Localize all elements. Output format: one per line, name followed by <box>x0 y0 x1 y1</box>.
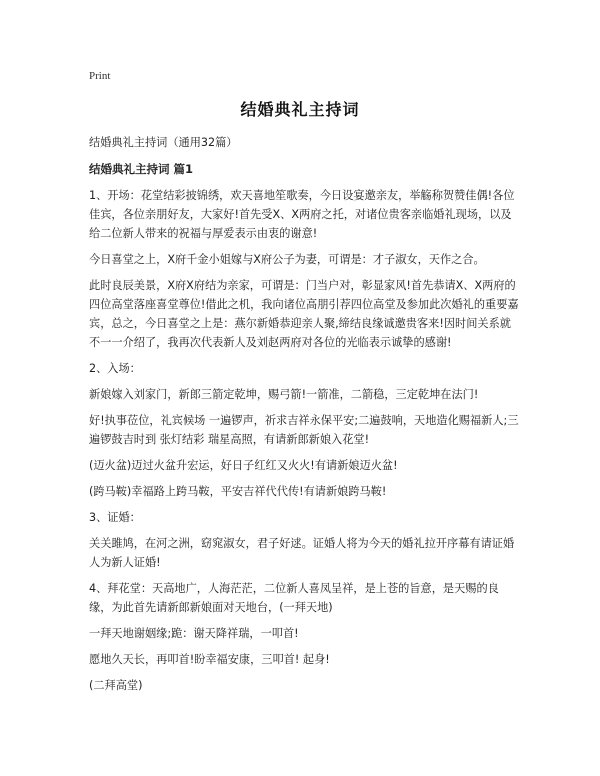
paragraph: 一拜天地谢姻缘;跪：谢天降祥瑞，一叩首! <box>89 627 299 640</box>
paragraph: 新娘嫁入刘家门，新郎三箭定乾坤，赐弓箭!一箭准，二箭稳，三定乾坤在法门! <box>89 388 479 401</box>
paragraph: (迈火盆)迈过火盆升宏运，好日子红红又火火!有请新娘迈火盆! <box>89 459 398 472</box>
paragraph: 4、拜花堂：天高地广，人海茫茫，二位新人喜凤呈祥，是上苍的旨意，是天赐的良缘，为此首先请新郎新娘面对天地台，(一拜天地) <box>89 582 499 614</box>
paragraph: (二拜高堂) <box>89 679 143 692</box>
paragraph: 愿地久天长，再叩首!盼幸福安康，三叩首! 起身! <box>89 653 330 666</box>
paragraph: 今日喜堂之上，X府千金小姐嫁与X府公子为妻，可谓是：才子淑女，天作之合。 <box>89 253 485 266</box>
paragraph-heading-witness: 3、证婚： <box>89 511 141 524</box>
paragraph: 关关雎鸠，在河之洲，窈窕淑女，君子好逑。证婚人将为今天的婚礼拉开序幕有请证婚人为新人证婚! <box>89 537 515 569</box>
paragraph: 此时良辰美景，X府X府结为亲家，可谓是：门当户对，彰显家风!首先恭请X、X两府的四位高堂落座喜堂尊位!借此之机，我向诸位高朋引荐四位高堂及参加此次婚礼的重要嘉宾，总之，今日喜堂之上是：燕尔新婚恭迎亲人聚,缔结良缘诚邀贵客来!因时间关系就不一一介绍了，我再次代表新人及刘赵两府对各位的光临表示诚挚的感谢! <box>89 279 519 349</box>
article-body <box>89 133 521 702</box>
page-title: 结婚典礼主持词 <box>240 100 360 119</box>
paragraph: (跨马鞍)幸福路上跨马鞍，平安吉祥代代传!有请新娘跨马鞍! <box>89 485 387 498</box>
print-link[interactable]: Print <box>89 70 111 82</box>
paragraph-heading-entrance: 2、入场： <box>89 362 141 375</box>
paragraph-opening: 1、开场：花堂结彩披锦绣，欢天喜地笙歌奏，今日设宴邀亲友，举觞称贺赞佳偶!各位佳宾，各位亲朋好友，大家好!首先受X、X两府之托，对诸位贵客亲临婚礼现场，以及给二位新人带来的祝福与厚爱表示由衷的谢意! <box>89 189 515 240</box>
section-heading: 结婚典礼主持词 篇1 <box>89 162 194 176</box>
paragraph: 好!执事莅位，礼宾候场 一遍锣声，祈求吉祥永保平安;二遍鼓响，天地造化赐福新人;三遍锣鼓吉时到 张灯结彩 瑞星高照，有请新郎新娘入花堂! <box>89 414 519 446</box>
document-subtitle: 结婚典礼主持词（通用32篇） <box>89 136 238 149</box>
